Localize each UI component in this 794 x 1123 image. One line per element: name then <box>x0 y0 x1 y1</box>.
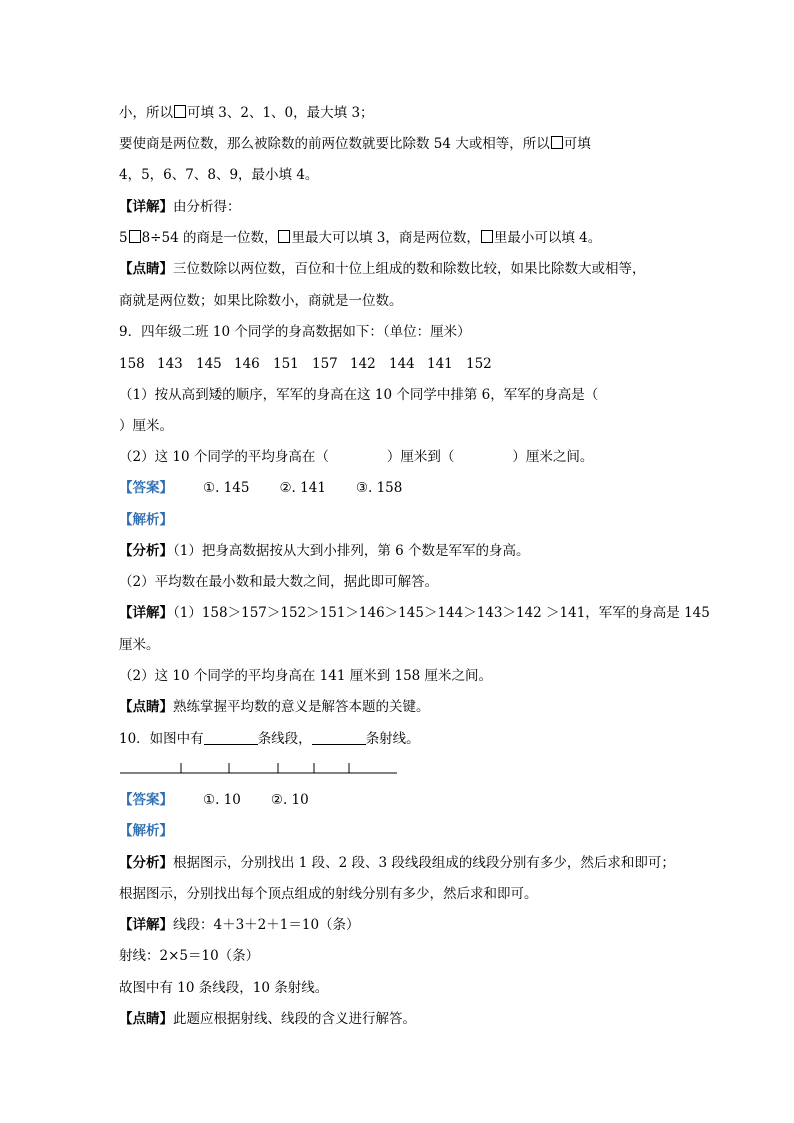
question-title: 9．四年级二班 10 个同学的身高数据如下：（单位：厘米） <box>119 324 471 340</box>
section-tag: 【详解】 <box>119 199 173 215</box>
text-span: ）厘米之间。 <box>512 449 594 465</box>
text-line <box>119 916 360 934</box>
text-span: 熟练掌握平均数的意义是解答本题的关键。 <box>173 699 430 715</box>
blank-box-icon <box>481 230 493 243</box>
answer-tag: 【答案】 <box>119 480 173 496</box>
section-tag: 【详解】 <box>119 605 173 621</box>
answer-item: ②. 141 <box>279 480 326 496</box>
text-line: 商就是两位数；如果比除数小，商就是一位数。 <box>119 293 403 309</box>
blank-box-icon <box>174 105 186 118</box>
text-span: 小，所以 <box>119 105 173 121</box>
text-span: 条射线。 <box>365 731 420 747</box>
height-value: 142 <box>350 356 376 372</box>
section-tag: 【分析】 <box>119 543 173 559</box>
text-span: 条线段， <box>257 731 312 747</box>
text-span: 5 <box>119 230 128 246</box>
text-span: 要使商是两位数，那么被除数的前两位数就要比除数 54 大或相等，所以 <box>119 136 550 152</box>
heights-row <box>119 355 492 373</box>
answer-tag: 【答案】 <box>119 792 173 808</box>
answer-line <box>119 479 402 497</box>
text-line: 故图中有 10 条线段，10 条射线。 <box>119 980 329 996</box>
height-value: 143 <box>157 356 183 372</box>
height-value: 157 <box>312 356 338 372</box>
text-span: 可填 3、2、1、0，最大填 3； <box>187 105 374 121</box>
blank-box-icon <box>278 230 290 243</box>
text-line <box>119 260 646 278</box>
text-span: 此题应根据射线、线段的含义进行解答。 <box>173 1011 416 1027</box>
text-line: （2）这 10 个同学的平均身高在 141 厘米到 158 厘米之间。 <box>119 668 493 684</box>
text-line: 根据图示，分别找出每个顶点组成的射线分别有多少，然后求和即可。 <box>119 886 538 902</box>
answer-item: ①. 145 <box>203 480 250 496</box>
answer-item: ②. 10 <box>270 792 309 808</box>
line-segment-diagram <box>120 762 400 774</box>
fill-blank <box>312 730 366 745</box>
text-line <box>119 104 374 122</box>
text-span: （1）158＞157＞152＞151＞146＞145＞144＞143＞142 ＞141，军军的身高是 145 <box>173 605 710 621</box>
text-span: （1）把身高数据按从大到小排列，第 6 个数是军军的身高。 <box>173 543 530 559</box>
analysis-heading: 【解析】 <box>119 512 173 528</box>
answer-line <box>119 791 309 809</box>
text-line <box>119 1010 416 1028</box>
height-value: 145 <box>196 356 222 372</box>
text-line <box>119 198 241 216</box>
text-line: ）厘米。 <box>119 418 173 434</box>
text-line: 4，5，6、7、8、9，最小填 4。 <box>119 167 319 183</box>
height-value: 141 <box>427 356 453 372</box>
section-tag: 【点睛】 <box>119 261 173 277</box>
text-line <box>119 448 593 466</box>
text-span: （2）这 10 个同学的平均身高在（ <box>119 449 329 465</box>
text-line <box>119 542 530 560</box>
text-span: 里最大可以填 3，商是两位数， <box>291 230 480 246</box>
answer-item: ①. 10 <box>203 792 241 808</box>
text-line: 厘米。 <box>119 637 160 653</box>
analysis-heading: 【解析】 <box>119 823 173 839</box>
text-span: 线段：4＋3＋2＋1＝10（条） <box>173 917 360 933</box>
text-line <box>119 854 675 872</box>
height-value: 144 <box>389 356 415 372</box>
text-span: 10．如图中有 <box>119 731 204 747</box>
text-line: （1）按从高到矮的顺序，军军的身高在这 10 个同学中排第 6，军军的身高是（ <box>119 387 599 403</box>
text-span: 由分析得： <box>173 199 241 215</box>
section-tag: 【详解】 <box>119 917 173 933</box>
blank-box-icon <box>551 136 563 149</box>
text-span: 根据图示，分别找出 1 段、2 段、3 段线段组成的线段分别有多少，然后求和即可； <box>173 855 675 871</box>
fill-blank <box>204 730 258 745</box>
section-tag: 【点睛】 <box>119 699 173 715</box>
section-tag: 【点睛】 <box>119 1011 173 1027</box>
text-span: ）厘米到（ <box>386 449 455 465</box>
text-line: （2）平均数在最小数和最大数之间，据此即可解答。 <box>119 574 439 590</box>
height-value: 158 <box>119 356 145 372</box>
text-span: 三位数除以两位数，百位和十位上组成的数和除数比较，如果比除数大或相等， <box>173 261 646 277</box>
text-span: 8÷54 的商是一位数， <box>141 230 278 246</box>
text-line <box>119 604 710 622</box>
text-span: 里最小可以填 4。 <box>493 230 602 246</box>
section-tag: 【分析】 <box>119 855 173 871</box>
height-value: 146 <box>234 356 260 372</box>
text-line <box>119 229 601 247</box>
text-span: 可填 <box>563 136 591 152</box>
text-line: 射线：2×5＝10（条） <box>119 948 260 964</box>
question-title <box>119 730 420 748</box>
height-value: 151 <box>273 356 299 372</box>
text-line <box>119 698 430 716</box>
blank-box-icon <box>129 230 141 243</box>
height-value: 152 <box>466 356 492 372</box>
answer-item: ③. 158 <box>355 480 403 496</box>
text-line <box>119 135 591 153</box>
